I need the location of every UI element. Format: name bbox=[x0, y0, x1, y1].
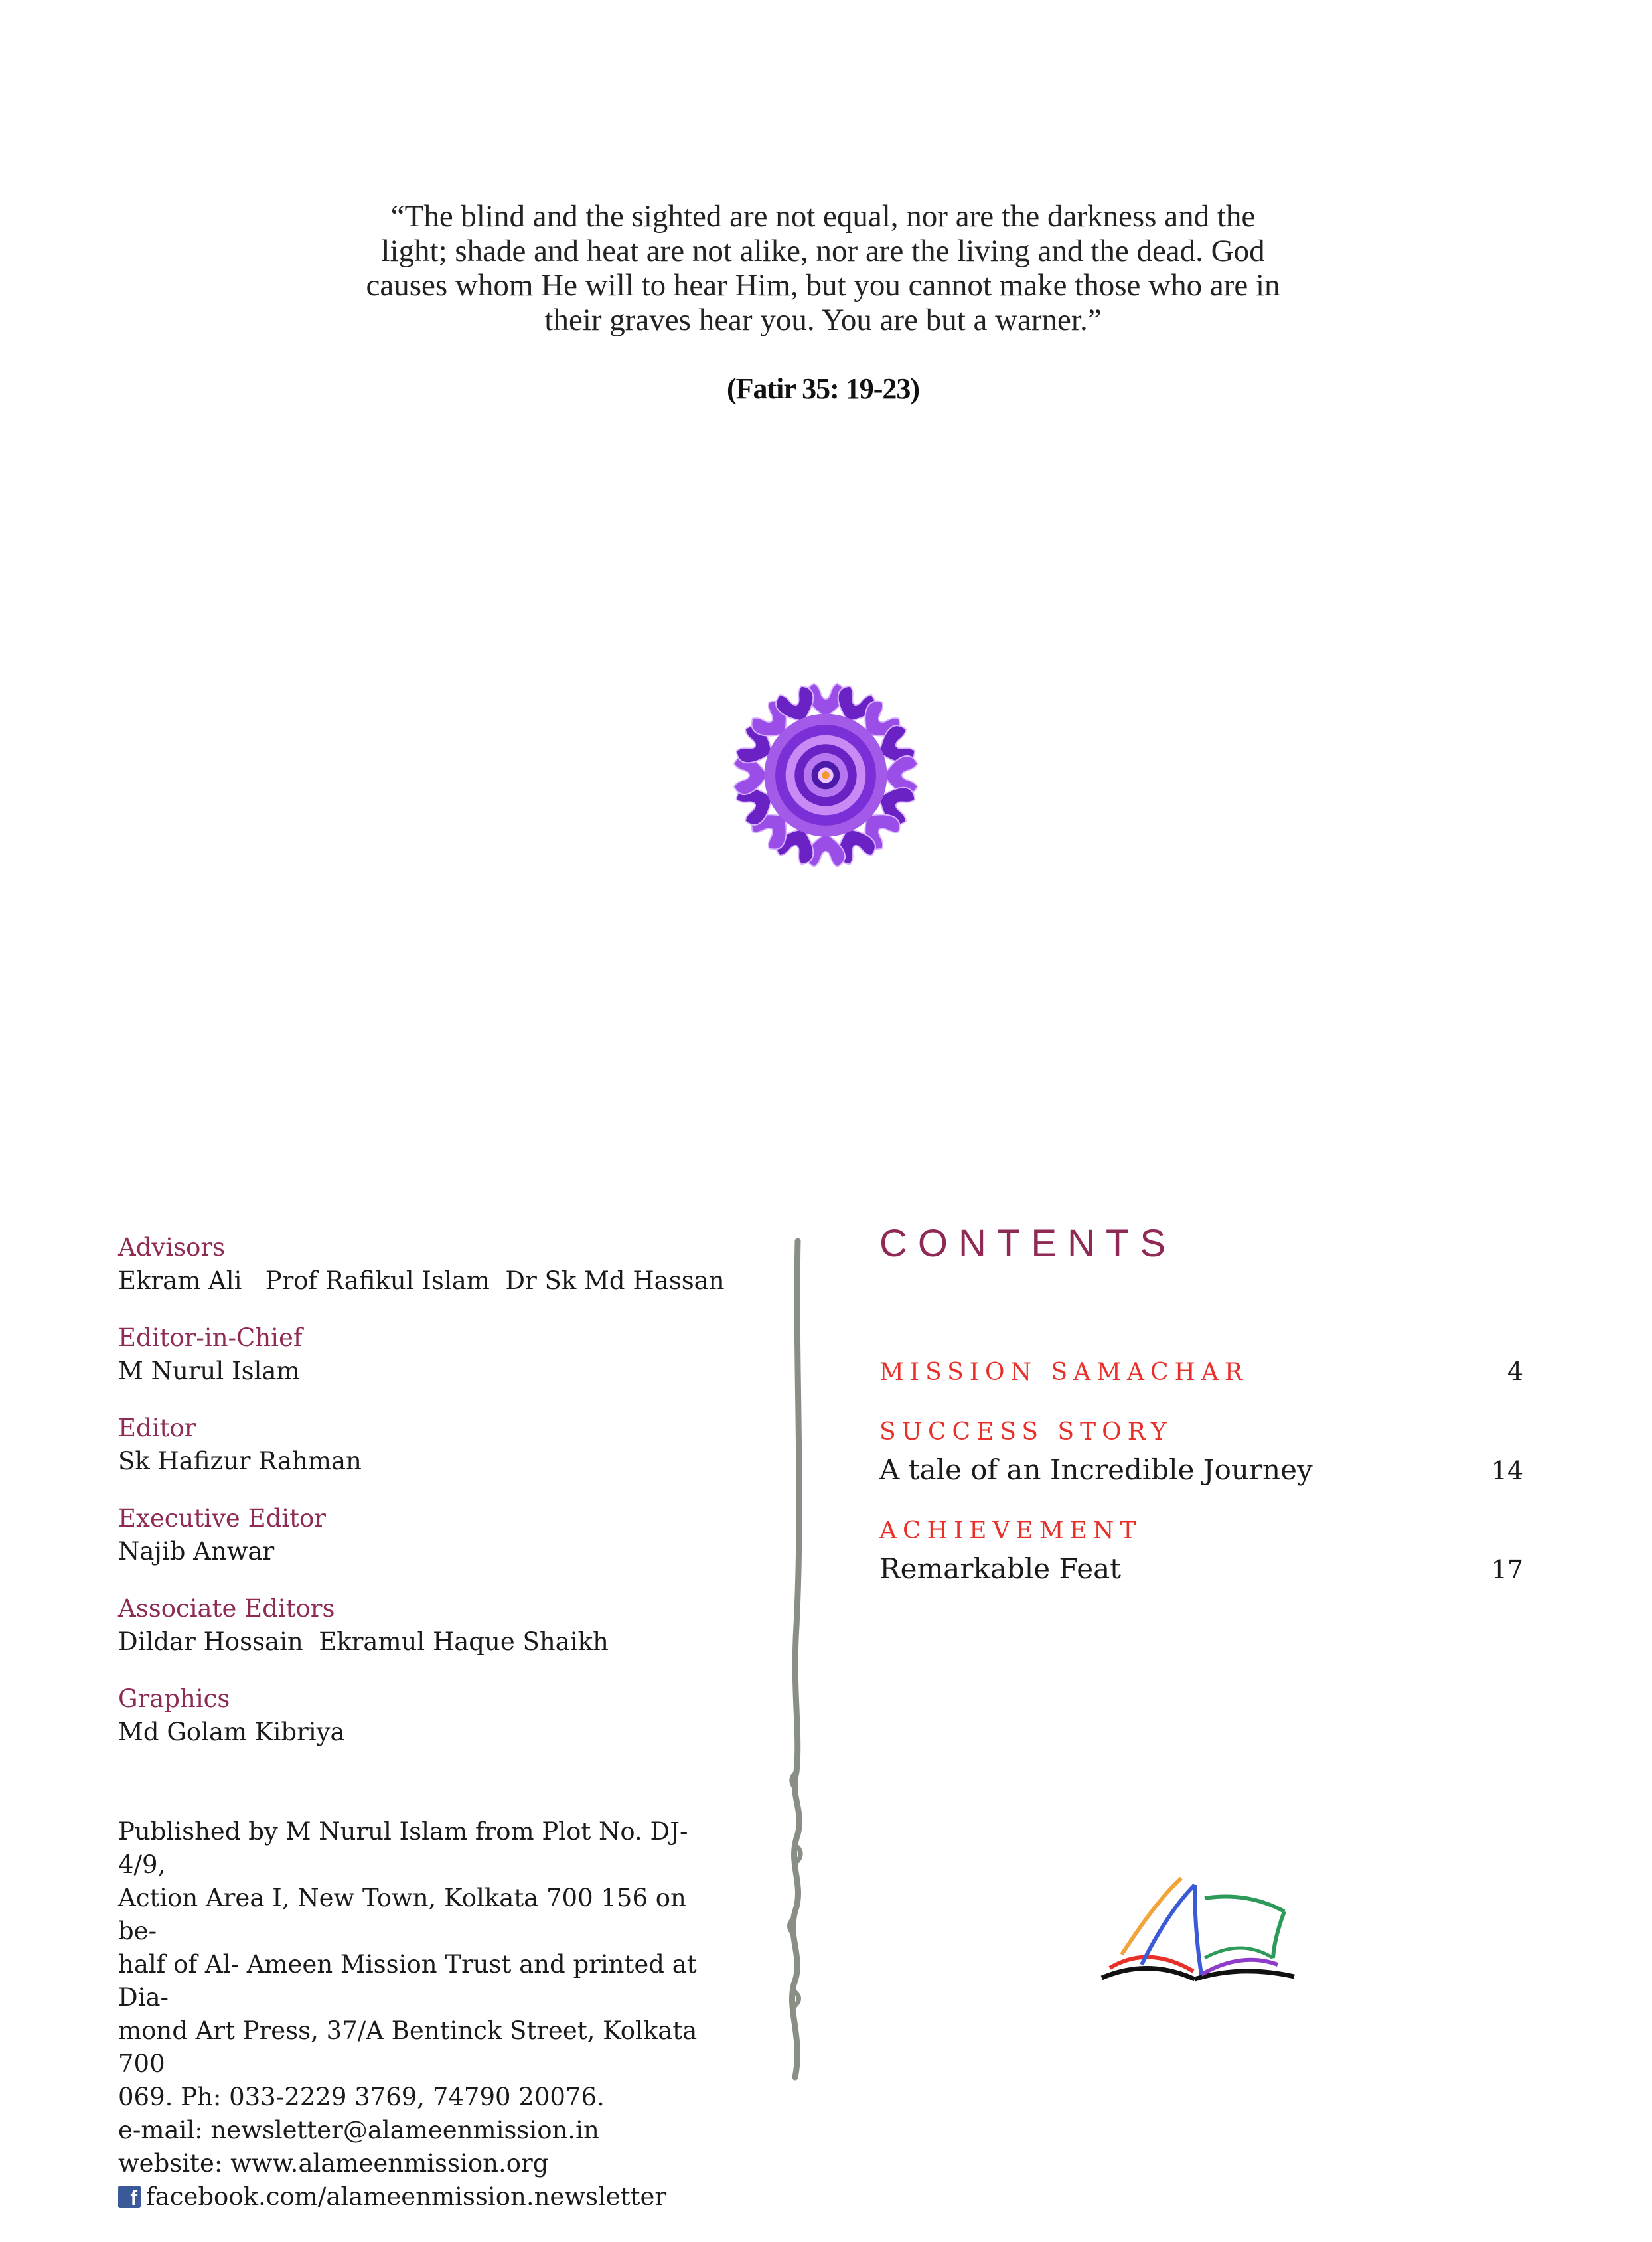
credit-executive-editor bbox=[118, 1502, 782, 1568]
facebook-url[interactable]: facebook.com/alameenmission.newsletter bbox=[146, 2182, 667, 2211]
quote-line: causes whom He will to hear Him, but you cannot make those who are in bbox=[366, 268, 1280, 303]
publisher-email[interactable]: e-mail: newsletter@alameenmission.in bbox=[118, 2116, 599, 2144]
quran-quote bbox=[292, 199, 1354, 337]
publisher-line: half of Al- Ameen Mission Trust and printed at Dia- bbox=[118, 1950, 697, 2012]
credit-role: Editor-in-Chief bbox=[118, 1323, 303, 1352]
credit-advisors bbox=[118, 1231, 782, 1298]
contents-title: CONTENTS bbox=[879, 1222, 1176, 1265]
toc-entry-mission-samachar[interactable] bbox=[879, 1354, 1523, 1391]
credit-names: M Nurul Islam bbox=[118, 1357, 300, 1385]
toc-section-label: SUCCESS STORY bbox=[879, 1418, 1173, 1446]
publisher-info bbox=[118, 1815, 729, 2213]
credit-names: Ekram Ali Prof Rafikul Islam Dr Sk Md Hassan bbox=[118, 1266, 725, 1295]
toc-entry-achievement[interactable] bbox=[879, 1513, 1523, 1589]
toc-page-number: 17 bbox=[1491, 1555, 1523, 1584]
mandala-ornament-icon bbox=[729, 678, 923, 872]
facebook-icon: f bbox=[118, 2186, 141, 2208]
credit-editor bbox=[118, 1412, 782, 1478]
credit-role: Associate Editors bbox=[118, 1594, 335, 1623]
publisher-line: mond Art Press, 37/A Bentinck Street, Kolkata 700 bbox=[118, 2016, 698, 2078]
quote-reference: (Fatir 35: 19-23) bbox=[726, 372, 920, 405]
credit-names: Dildar Hossain Ekramul Haque Shaikh bbox=[118, 1627, 609, 1656]
quote-line: their graves hear you. You are but a warner.” bbox=[544, 303, 1102, 337]
credit-names: Md Golam Kibriya bbox=[118, 1718, 345, 1746]
toc-article-title: A tale of an Incredible Journey bbox=[879, 1454, 1313, 1486]
toc-page-number: 14 bbox=[1491, 1456, 1523, 1485]
publisher-website[interactable]: website: www.alameenmission.org bbox=[118, 2149, 549, 2178]
table-of-contents bbox=[879, 1354, 1523, 1611]
toc-entry-success-story[interactable] bbox=[879, 1414, 1523, 1490]
credit-names: Najib Anwar bbox=[118, 1537, 275, 1566]
credit-role: Editor bbox=[118, 1414, 196, 1442]
decorative-divider bbox=[763, 1228, 830, 2091]
publisher-line: Action Area I, New Town, Kolkata 700 156 on be- bbox=[118, 1884, 686, 1945]
credit-names: Sk Hafizur Rahman bbox=[118, 1447, 362, 1475]
toc-article-title: Remarkable Feat bbox=[879, 1552, 1122, 1585]
credit-role: Executive Editor bbox=[118, 1504, 326, 1532]
credit-editor-in-chief bbox=[118, 1321, 782, 1388]
masthead-credits bbox=[118, 1231, 782, 1773]
credit-associate-editors bbox=[118, 1592, 782, 1659]
toc-section-label: MISSION SAMACHAR bbox=[879, 1359, 1249, 1386]
credit-graphics bbox=[118, 1682, 782, 1749]
publisher-line: Published by M Nurul Islam from Plot No. DJ- 4/9, bbox=[118, 1817, 688, 1879]
quote-line: light; shade and heat are not alike, nor are the living and the dead. God bbox=[381, 234, 1265, 268]
open-book-logo-icon bbox=[1095, 1865, 1301, 1991]
credit-role: Advisors bbox=[118, 1233, 226, 1262]
toc-page-number: 4 bbox=[1507, 1357, 1523, 1386]
credit-role: Graphics bbox=[118, 1684, 230, 1713]
facebook-link[interactable] bbox=[118, 2180, 729, 2213]
publisher-line: 069. Ph: 033-2229 3769, 74790 20076. bbox=[118, 2083, 605, 2111]
toc-section-label: ACHIEVEMENT bbox=[879, 1517, 1142, 1544]
quote-line: “The blind and the sighted are not equal, nor are the darkness and the bbox=[390, 199, 1256, 234]
